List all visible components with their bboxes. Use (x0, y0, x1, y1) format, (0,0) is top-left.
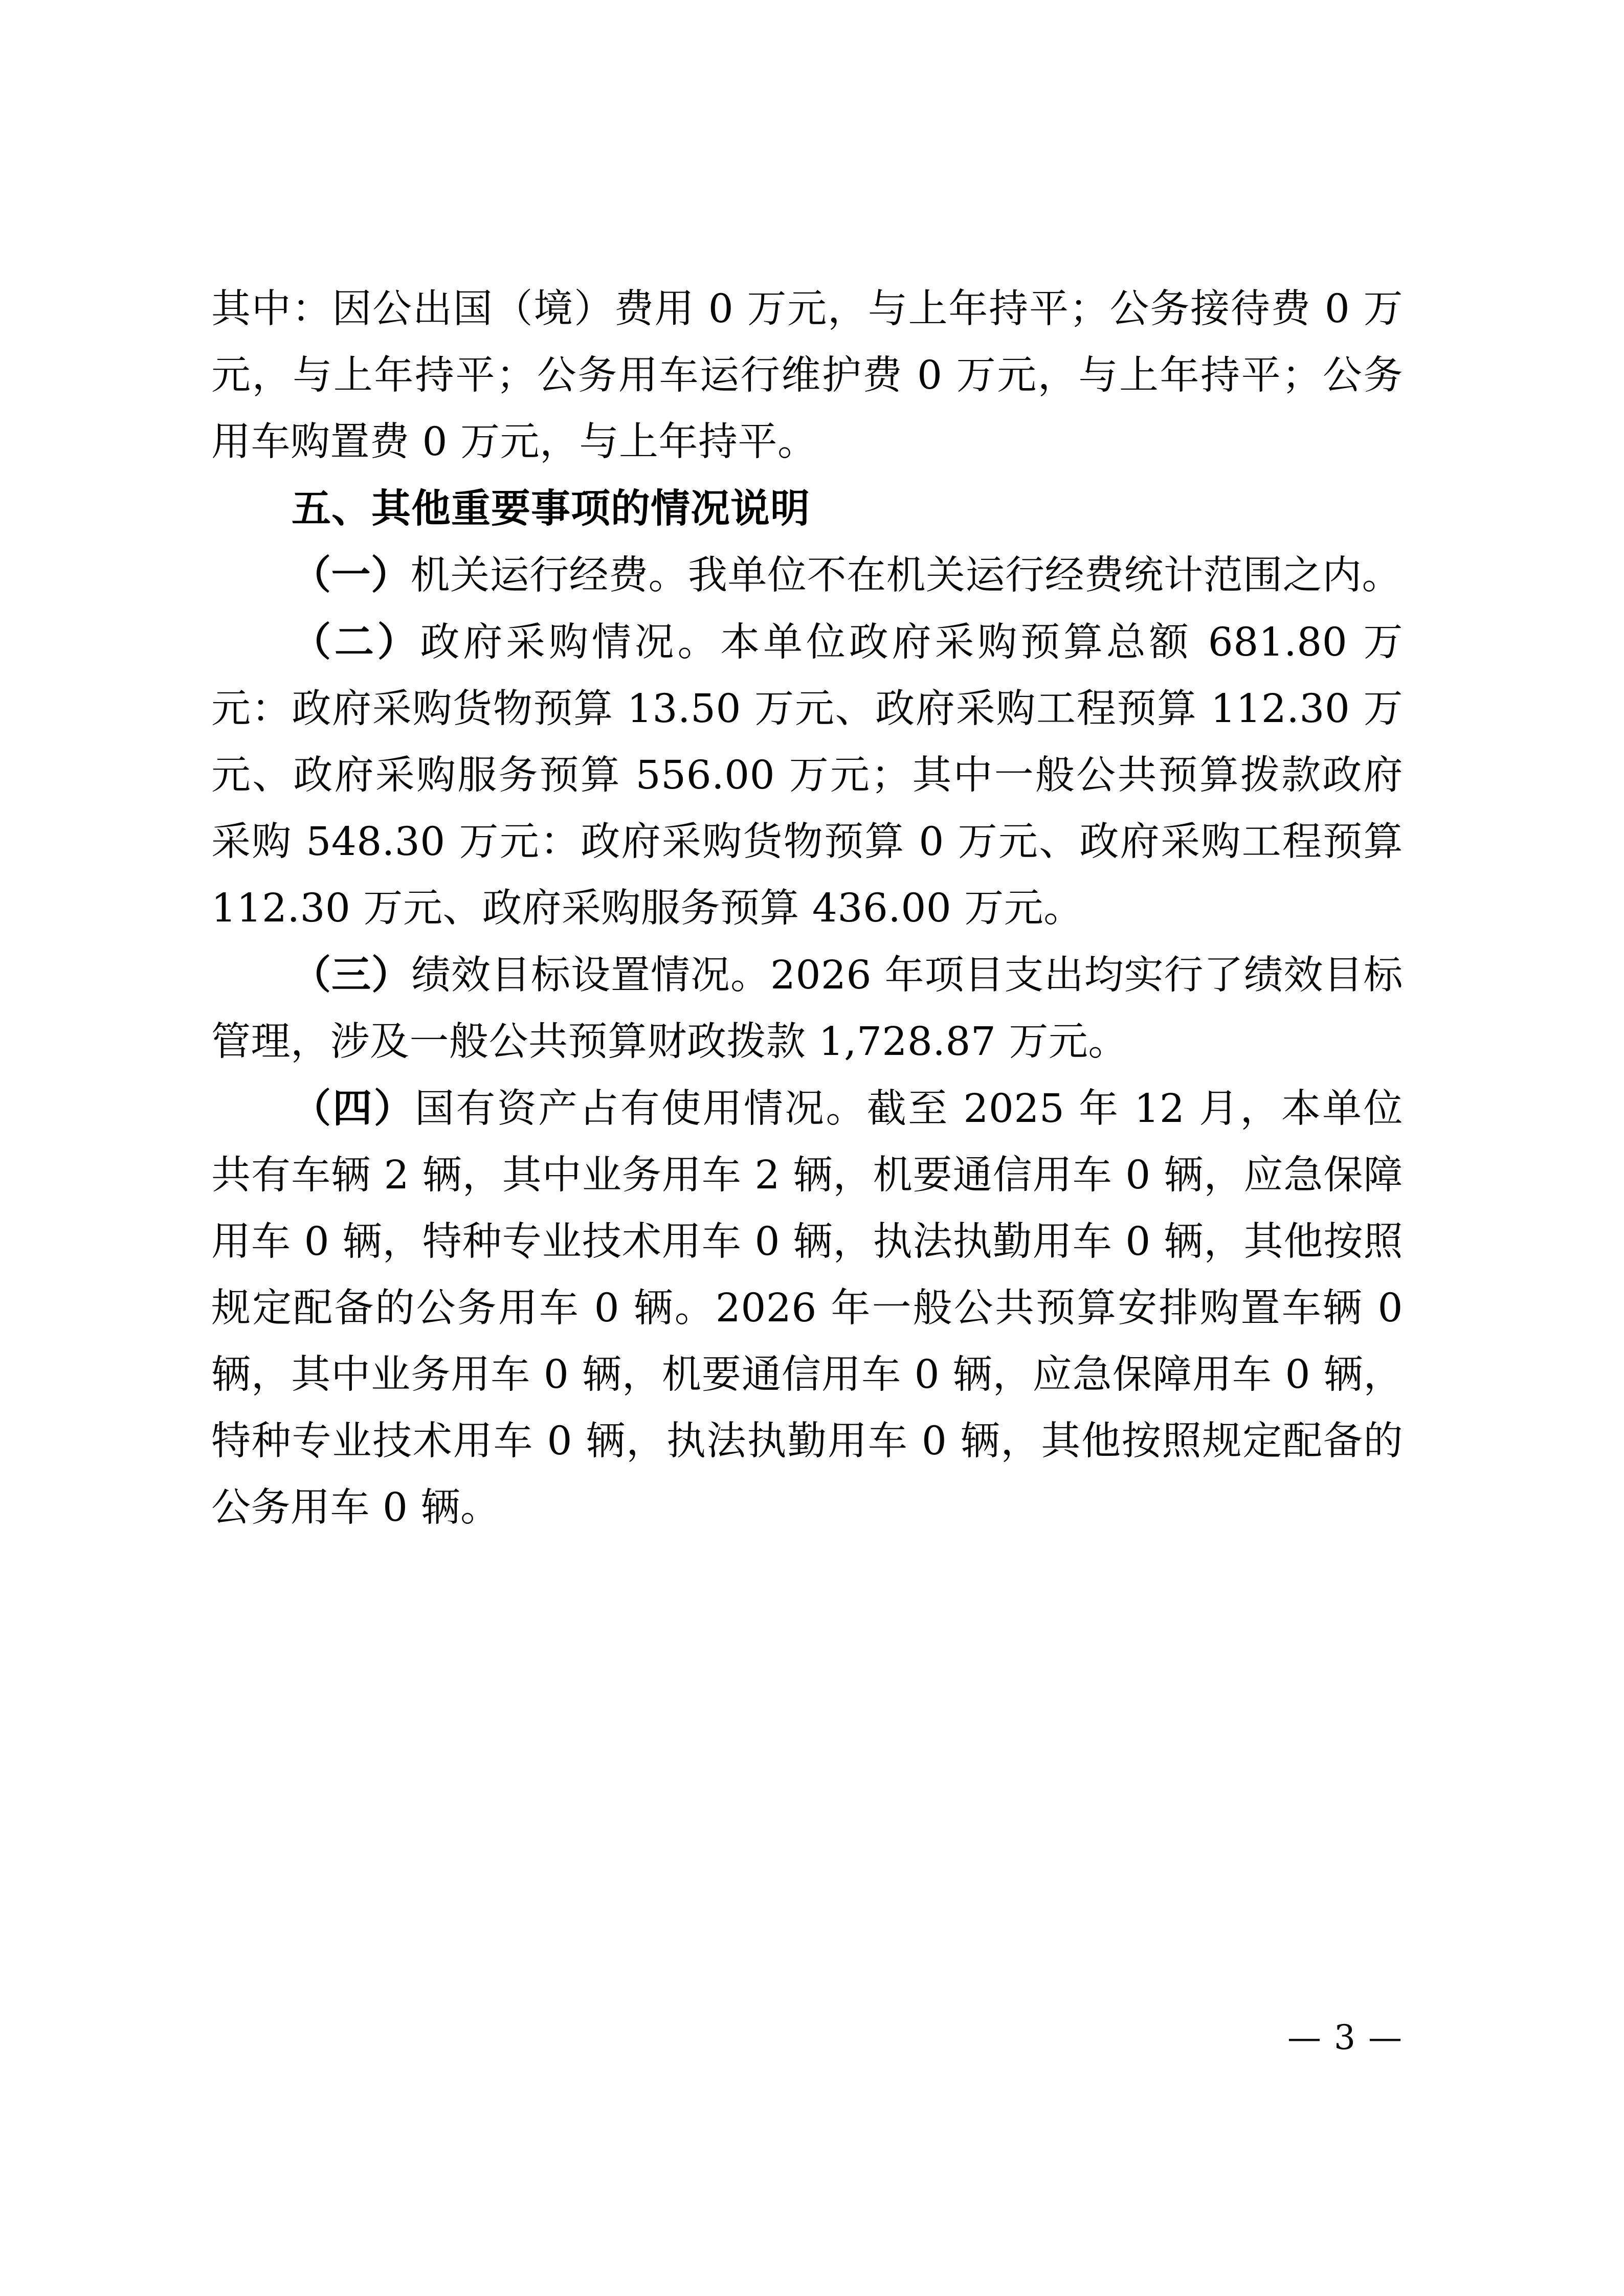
subsection-4-marker: （四） (292, 1086, 415, 1132)
subsection-3-body: 。2026 年项目支出均实行了绩效目标管理，涉及一般公共预算财政拨款 1,728.87 万元。 (211, 953, 1404, 1065)
subsection-3-marker: （三） (292, 952, 412, 998)
subsection-1-body: 。我单位不在机关运行经费统计范围之内。 (648, 553, 1401, 598)
subsection-2-marker: （二） (292, 619, 420, 665)
subsection-2-title: 政府采购情况 (420, 620, 678, 665)
subsection-2-body: 。本单位政府采购预算总额 681.80 万元：政府采购货物预算 13.50 万元、政府采购工程预算 112.30 万元、政府采购服务预算 556.00 万元；其中一般公共预算拨款政府采购 548.30 万元：政府采购货物预算 0 万元、政府采购工程预算 112.30 万元、政府采购服务预算 436.00 万元。 (211, 620, 1404, 931)
subsection-3-title: 绩效目标设置情况 (411, 953, 731, 998)
subsection-1-marker: （一） (292, 552, 411, 598)
page-content (211, 276, 1403, 1541)
section-heading-five: 五、其他重要事项的情况说明 (292, 486, 810, 532)
subsection-1-organ-operating-expenses (211, 542, 1403, 609)
subsection-4-state-owned-assets (211, 1075, 1403, 1541)
subsection-4-title: 国有资产占有使用情况 (415, 1086, 826, 1132)
paragraph-three-public-expenses: 其中：因公出国（境）费用 0 万元，与上年持平；公务接待费 0 万元，与上年持平；公务用车运行维护费 0 万元，与上年持平；公务用车购置费 0 万元，与上年持平。 (211, 286, 1403, 465)
subsection-1-title: 机关运行经费 (410, 553, 649, 598)
subsection-3-performance-targets (211, 942, 1403, 1075)
subsection-2-government-procurement (211, 609, 1403, 942)
page-number-footer: — 3 — (1287, 2018, 1403, 2057)
subsection-4-body: 。截至 2025 年 12 月，本单位共有车辆 2 辆，其中业务用车 2 辆，机要通信用车 0 辆，应急保障用车 0 辆，特种专业技术用车 0 辆，执法执勤用车 0 辆，其他按照规定配备的公务用车 0 辆。2026 年一般公共预算安排购置车辆 0 辆，其中业务用车 0 辆，机要通信用车 0 辆，应急保障用车 0 辆，特种专业技术用车 0 辆，执法执勤用车 0 辆，其他按照规定配备的公务用车 0 辆。 (211, 1086, 1404, 1530)
